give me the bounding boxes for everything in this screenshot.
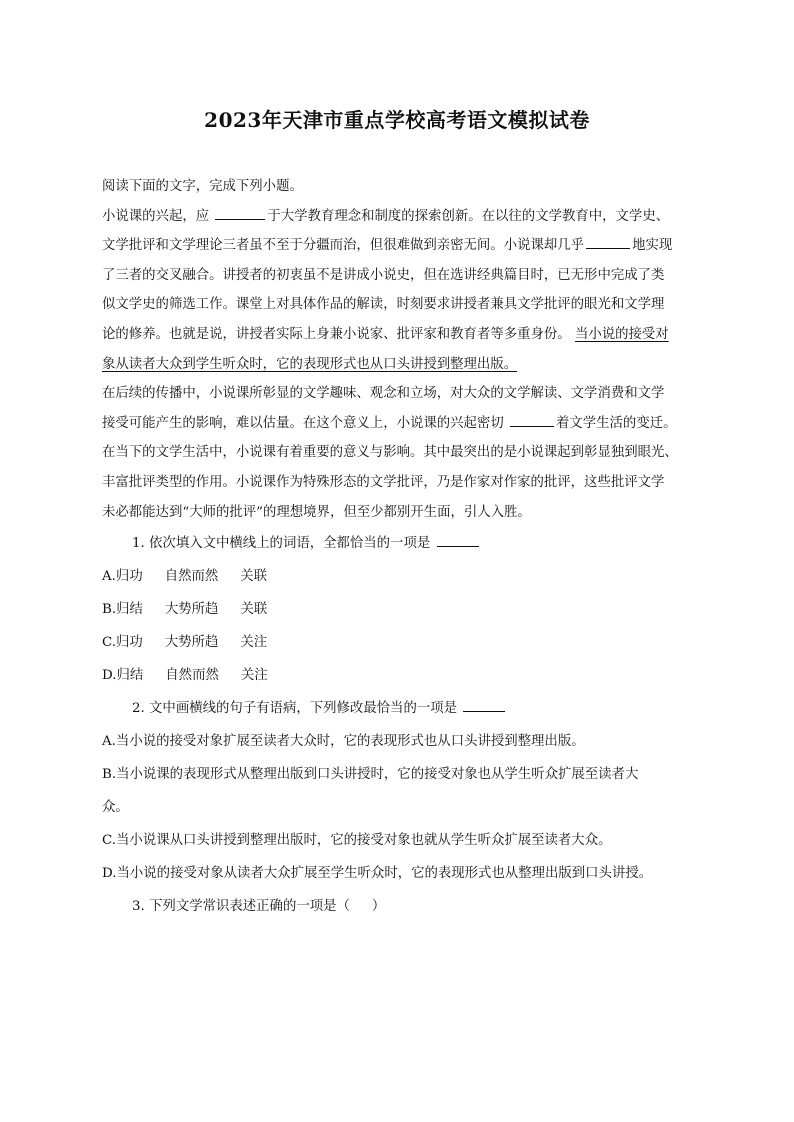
option-label: C.归功 [102, 635, 143, 651]
question-2-option-c [102, 824, 694, 857]
passage-text: 接受可能产生的影响，难以估量。在这个意义上，小说课的兴起密切 [102, 415, 508, 431]
question-3-stem [102, 890, 694, 923]
question-2-stem [102, 692, 694, 725]
question-text: 2. 文中画横线的句子有语病，下列修改最恰当的一项是 [132, 701, 462, 717]
passage-text: 似文学史的筛选工作。课堂上对具体作品的解读，时刻要求讲授者兼具文学批评的眼光和文学理 [102, 297, 665, 313]
option-text: C.当小说课从口头讲授到整理出版时，它的接受对象也就从学生听众扩展至读者大众。 [102, 833, 612, 849]
fill-blank-3 [510, 412, 554, 427]
option-label: D.归结 [102, 668, 144, 684]
passage-text: 未必都能达到“大师的批评”的理想境界，但至少都别开生面，引人入胜。 [102, 504, 531, 520]
passage-line-3 [102, 261, 694, 291]
passage-text: 丰富批评类型的作用。小说课作为特殊形态的文学批评，乃是作家对作家的批评，这些批评文学 [102, 474, 665, 490]
passage-text: 了三者的交叉融合。讲授者的初衷虽不是讲成小说史，但在选讲经典篇目时，已无形中完成了类 [102, 267, 665, 283]
passage-text: 地实现 [632, 238, 673, 254]
passage-line-1 [102, 202, 694, 232]
instruction-text: 阅读下面的文字，完成下列小题。 [102, 179, 303, 194]
passage-line-8 [102, 409, 694, 439]
question-2-option-b-cont [102, 791, 694, 824]
option-word: 关注 [240, 635, 268, 651]
underlined-sentence: 当小说的接受对 [574, 326, 669, 342]
passage-line-9 [102, 438, 694, 468]
underlined-sentence: 象从读者大众到学生听众时，它的表现形式也从口头讲授到整理出版。 [102, 356, 518, 372]
option-word: 大势所趋 [164, 602, 219, 618]
question-2-option-d [102, 857, 694, 890]
passage-text: 在后续的传播中，小说课所彰显的文学趣味、观念和立场，对大众的文学解读、文学消费和文学 [102, 386, 665, 402]
question-text: 1. 依次填入文中横线上的词语，全都恰当的一项是 [132, 536, 435, 552]
option-text: B.当小说课的表现形式从整理出版到口头讲授时，它的接受对象也从学生听众扩展至读者大 [102, 767, 639, 783]
question-1-option-a [102, 560, 694, 593]
answer-blank [463, 697, 505, 712]
option-text: A.当小说的接受对象扩展至读者大众时，它的表现形式也从口头讲授到整理出版。 [102, 734, 585, 750]
question-1-option-d [102, 659, 694, 692]
fill-blank-2 [586, 234, 630, 249]
option-text: 众。 [102, 800, 129, 816]
passage-line-6 [102, 350, 694, 380]
passage-text: 在当下的文学生活中，小说课有着重要的意义与影响。其中最突出的是小说课起到彰显独到眼光、 [102, 445, 678, 461]
passage-line-2 [102, 231, 694, 261]
question-2-option-a [102, 725, 694, 758]
page-title: 2023年天津市重点学校高考语文模拟试卷 [204, 108, 590, 132]
question-1-stem [102, 527, 694, 560]
passage-section [102, 172, 694, 923]
fill-blank-1 [215, 205, 265, 220]
option-word: 自然而然 [164, 569, 219, 585]
passage-text: 论的修养。也就是说，讲授者实际上身兼小说家、批评家和教育者等多重身份。 [102, 326, 571, 342]
option-label: B.归结 [102, 602, 143, 618]
question-1-option-c [102, 626, 694, 659]
question-1-option-b [102, 593, 694, 626]
option-word: 关注 [240, 668, 268, 684]
option-word: 自然而然 [165, 668, 219, 684]
question-text: ） [371, 899, 386, 915]
answer-blank [437, 532, 479, 547]
option-label: A.归功 [102, 569, 143, 585]
passage-line-11 [102, 498, 694, 528]
passage-line-5 [102, 320, 694, 350]
passage-text: 文学批评和文学理论三者虽不至于分疆而治，但很难做到亲密无间。小说课却几乎 [102, 238, 585, 254]
option-word: 大势所趋 [164, 635, 219, 651]
option-word: 关联 [240, 602, 268, 618]
instruction-line [102, 172, 694, 202]
option-text: D.当小说的接受对象从读者大众扩展至学生听众时，它的表现形式也从整理出版到口头讲授。 [102, 866, 653, 882]
passage-line-7 [102, 379, 694, 409]
passage-text: 小说课的兴起，应 [102, 208, 214, 224]
question-text: 3. 下列文学常识表述正确的一项是（ [132, 899, 350, 915]
passage-line-10 [102, 468, 694, 498]
passage-text: 着文学生活的变迁。 [555, 415, 677, 431]
option-word: 关联 [240, 569, 268, 585]
question-2-option-b [102, 758, 694, 791]
passage-line-4 [102, 290, 694, 320]
passage-text: 于大学教育理念和制度的探索创新。在以往的文学教育中，文学史、 [267, 208, 670, 224]
